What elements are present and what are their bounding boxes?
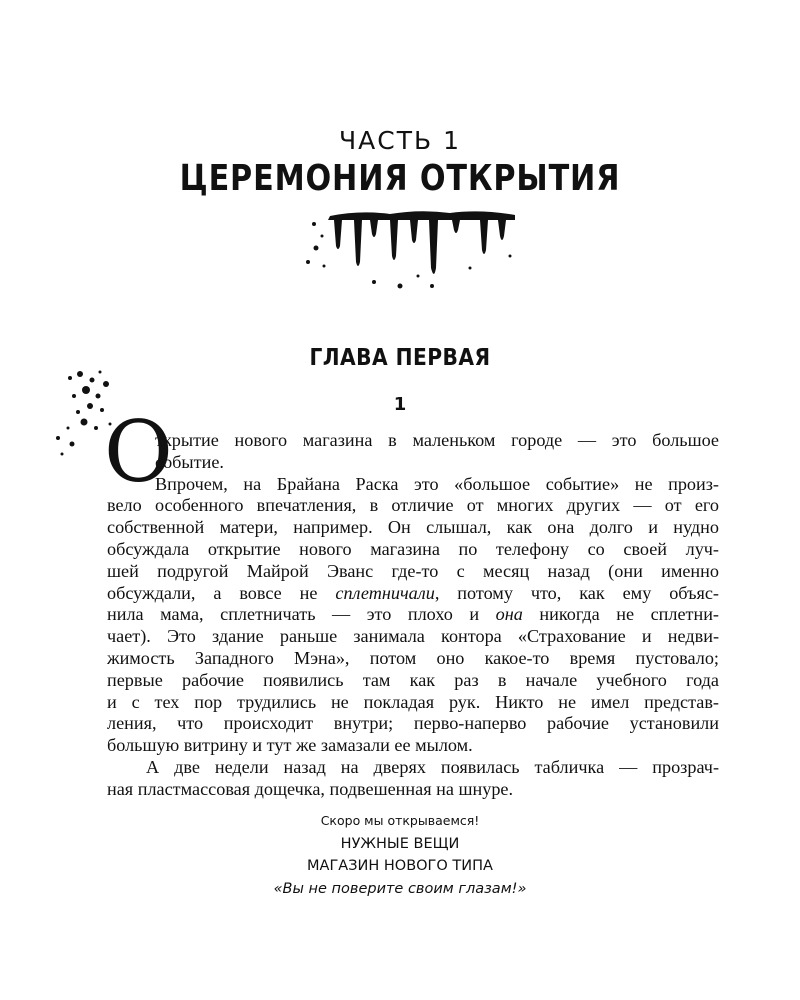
store-sign (0, 810, 800, 900)
italic-word: сплетничали (335, 582, 435, 603)
text-line (107, 604, 719, 626)
text-line: первые рабочие появились там как раз в начале учебного года (107, 669, 719, 690)
text-line: чает). Это здание раньше занимала контора «Страхование и недви- (107, 626, 719, 647)
sign-line-store-type: МАГАЗИН НОВОГО ТИПА (307, 858, 493, 874)
text-segment: нила мама, сплетничать — это плохо и (107, 604, 496, 625)
part-title: ЦЕРЕМОНИЯ ОТКРЫТИЯ (179, 158, 621, 199)
text-segment: , потому что, как ему объяс- (434, 582, 719, 603)
text-line: событие. (155, 451, 224, 472)
text-line: вело особенного впечатления, в отличие от многих других — от его (107, 495, 719, 516)
text-line: и с тех пор трудились не покладая рук. Никто не имел представ- (107, 691, 719, 712)
text-line: Впрочем, на Брайана Раска это «большое событие» не произ- (155, 473, 719, 494)
drop-cap: О (104, 403, 173, 501)
text-line: обсуждала открытие нового магазина по телефону со своей луч- (107, 538, 719, 559)
section-number: 1 (393, 394, 407, 415)
text-line: А две недели назад на дверях появилась табличка — прозрач- (146, 756, 719, 777)
text-line: ления, что происходит внутри; перво-наперво рабочие установили (107, 713, 719, 734)
sign-line-store-name: НУЖНЫЕ ВЕЩИ (340, 835, 460, 852)
sign-line-opening: Скоро мы открываемся! (320, 813, 480, 828)
blood-drip-ornament (300, 206, 540, 296)
text-line: ткрытие нового магазина в маленьком городе — это большое (155, 430, 719, 450)
text-segment: никогда не сплетни- (522, 604, 719, 625)
sign-line-slogan: «Вы не поверите своим глазам!» (273, 880, 527, 897)
text-line: большую витрину и тут же замазали ее мылом. (107, 735, 473, 756)
text-line: жимость Западного Мэна», потом оно какое-то время пустовало; (107, 647, 719, 668)
chapter-title: ГЛАВА ПЕРВАЯ (309, 345, 491, 371)
chapter-body (107, 430, 719, 801)
italic-word: она (495, 604, 523, 625)
text-line: собственной матери, например. Он слышал, как она долго и нудно (107, 517, 719, 538)
part-label: ЧАСТЬ 1 (339, 126, 461, 155)
text-line (107, 583, 719, 605)
text-line: ная пластмассовая дощечка, подвешенная на шнуре. (107, 778, 514, 799)
text-line: шей подругой Майрой Эванс где-то с месяц назад (они именно (107, 560, 719, 581)
text-segment: обсуждали, а вовсе не (107, 582, 336, 603)
